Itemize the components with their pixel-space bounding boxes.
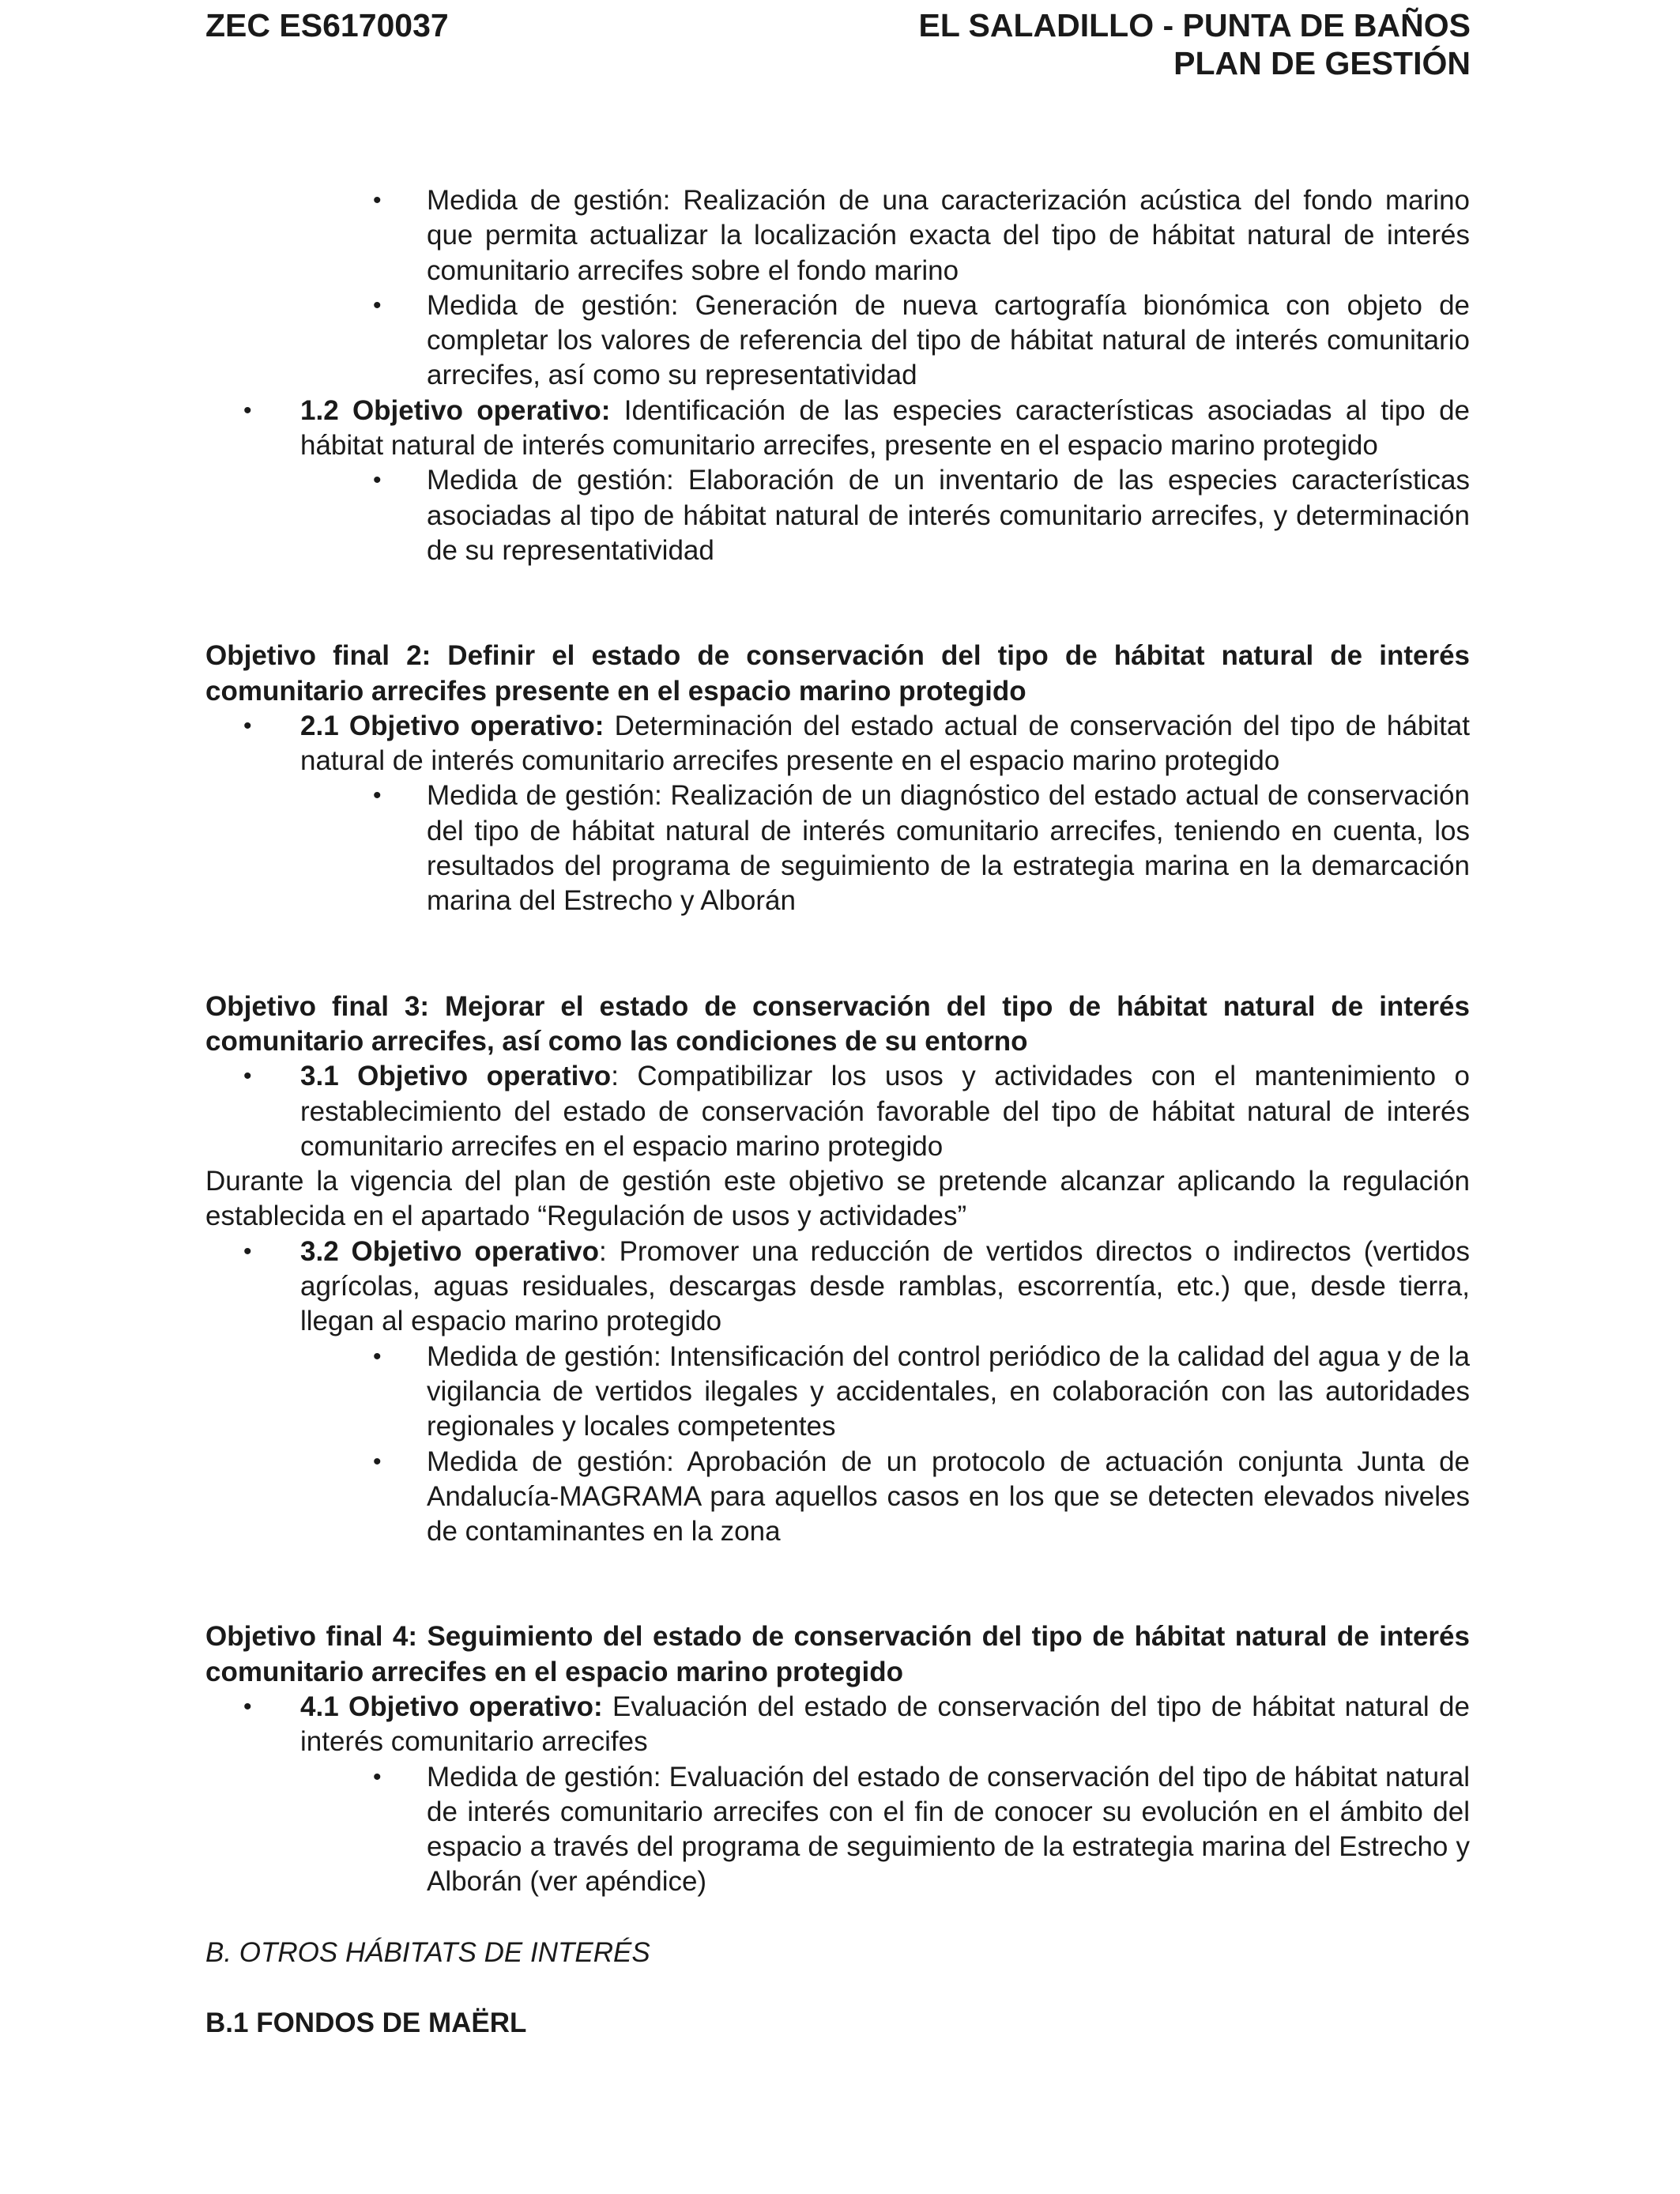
operative-objective-label: 2.1 Objetivo operativo: — [300, 710, 605, 741]
measure-item — [373, 778, 1470, 918]
measure-item — [373, 288, 1470, 394]
header-title — [918, 6, 1471, 82]
bullet-icon: • — [373, 187, 382, 213]
bullet-icon: • — [373, 292, 382, 319]
measure-text: Medida de gestión: Evaluación del estado de conservación del tipo de hábitat natural de interés comunitario arrecifes con el fin de conocer su evolución en el ámbito del espacio a través del programa de seguimiento de la estrategia marina del Estrecho y Alborán (ver apéndice) — [427, 1761, 1470, 1898]
spacer — [205, 1900, 1470, 1936]
operative-objective-label: 3.2 Objetivo operativo — [300, 1235, 599, 1267]
operative-objective-text: Determinación del estado actual de conservación del tipo de hábitat natural de interés comunitario arrecifes presente en el espacio marino protegido — [300, 710, 1470, 777]
spacer — [205, 1549, 1470, 1619]
bullet-icon: • — [243, 712, 252, 739]
measure-item — [373, 1760, 1470, 1900]
final-objective-heading: Objetivo final 3: Mejorar el estado de conservación del tipo de hábitat natural de interés comunitario arrecifes, así como las condiciones de su entorno — [205, 990, 1470, 1057]
measure-text: Medida de gestión: Generación de nueva cartografía bionómica con objeto de completar los valores de referencia del tipo de hábitat natural de interés comunitario arrecifes, así como su representatividad — [427, 289, 1470, 391]
measure-text: Medida de gestión: Aprobación de un protocolo de actuación conjunta Junta de Andalucía-MAGRAMA para aquellos casos en los que se detecten elevados niveles de contaminantes en la zona — [427, 1446, 1470, 1547]
measure-text: Medida de gestión: Intensificación del control periódico de la calidad del agua y de la vigilancia de vertidos ilegales y accidentales, en colaboración con las autoridades regionales y locales competentes — [427, 1340, 1470, 1442]
bullet-icon: • — [373, 467, 382, 494]
measure-item — [373, 1445, 1470, 1550]
document-body — [205, 183, 1470, 2041]
operative-objective-item — [243, 709, 1470, 779]
bullet-icon: • — [373, 1448, 382, 1475]
measure-item — [373, 463, 1470, 568]
operative-objective-item — [243, 394, 1470, 464]
measure-text: Medida de gestión: Realización de un diagnóstico del estado actual de conservación del tipo de hábitat natural de interés comunitario arrecifes, teniendo en cuenta, los resultados del programa de seguimiento de la estrategia marina en la demarcación marina del Estrecho y Alborán — [427, 780, 1470, 917]
bullet-icon: • — [373, 1343, 382, 1370]
operative-objective-item — [243, 1690, 1470, 1760]
operative-objective-label: 4.1 Objetivo operativo: — [300, 1691, 603, 1722]
measure-text: Medida de gestión: Elaboración de un inventario de las especies características asociadas al tipo de hábitat natural de interés comunitario arrecifes, y determinación de su representatividad — [427, 465, 1470, 566]
final-objective-heading: Objetivo final 4: Seguimiento del estado de conservación del tipo de hábitat natural de interés comunitario arrecifes en el espacio marino protegido — [205, 1621, 1470, 1687]
operative-objective-text: Evaluación del estado de conservación del tipo de hábitat natural de interés comunitario arrecifes — [300, 1691, 1470, 1758]
operative-objective-text: Identificación de las especies características asociadas al tipo de hábitat natural de interés comunitario arrecifes, presente en el espacio marino protegido — [300, 394, 1470, 462]
operative-objective-label: 1.2 Objetivo operativo: — [300, 394, 611, 426]
operative-objective-label: 3.1 Objetivo operativo — [300, 1061, 612, 1092]
section-title: B. OTROS HÁBITATS DE INTERÉS — [205, 1936, 650, 1968]
spacer — [205, 568, 1470, 639]
header-code: ZEC ES6170037 — [205, 7, 449, 43]
bullet-icon: • — [243, 397, 252, 424]
body-paragraph: Durante la vigencia del plan de gestión este objetivo se pretende alcanzar aplicando la regulación establecida en el apartado “Regulación de usos y actividades” — [205, 1166, 1470, 1232]
bullet-icon: • — [243, 1238, 252, 1265]
final-objective-heading: Objetivo final 2: Definir el estado de conservación del tipo de hábitat natural de interés comunitario arrecifes presente en el espacio marino protegido — [205, 640, 1470, 707]
operative-objective-item — [243, 1235, 1471, 1340]
operative-objective-text: : Promover una reducción de vertidos directos o indirectos (vertidos agrícolas, aguas residuales, descargas desde ramblas, escorrentía, etc.) que, desde tierra, llegan al espacio marino protegido — [300, 1235, 1471, 1337]
header-site-name: EL SALADILLO - PUNTA DE BAÑOS — [918, 7, 1471, 43]
measure-item — [373, 183, 1470, 288]
header-plan-title: PLAN DE GESTIÓN — [1173, 45, 1471, 81]
subsection-title: B.1 FONDOS DE MAËRL — [205, 2007, 527, 2039]
bullet-icon: • — [373, 782, 382, 809]
measure-text: Medida de gestión: Realización de una caracterización acústica del fondo marino que permita actualizar la localización exacta del tipo de hábitat natural de interés comunitario arrecifes sobre el fondo marino — [427, 185, 1470, 286]
bullet-icon: • — [373, 1763, 382, 1790]
spacer — [205, 1970, 1470, 2006]
bullet-icon: • — [243, 1693, 252, 1720]
operative-objective-item — [243, 1059, 1471, 1164]
measure-item — [373, 1340, 1470, 1445]
spacer — [205, 919, 1470, 990]
bullet-icon: • — [243, 1063, 252, 1090]
operative-objective-text: : Compatibilizar los usos y actividades con el mantenimiento o restablecimiento del estado de conservación favorable del tipo de hábitat natural de interés comunitario arrecifes en el espacio marino protegido — [300, 1061, 1471, 1162]
